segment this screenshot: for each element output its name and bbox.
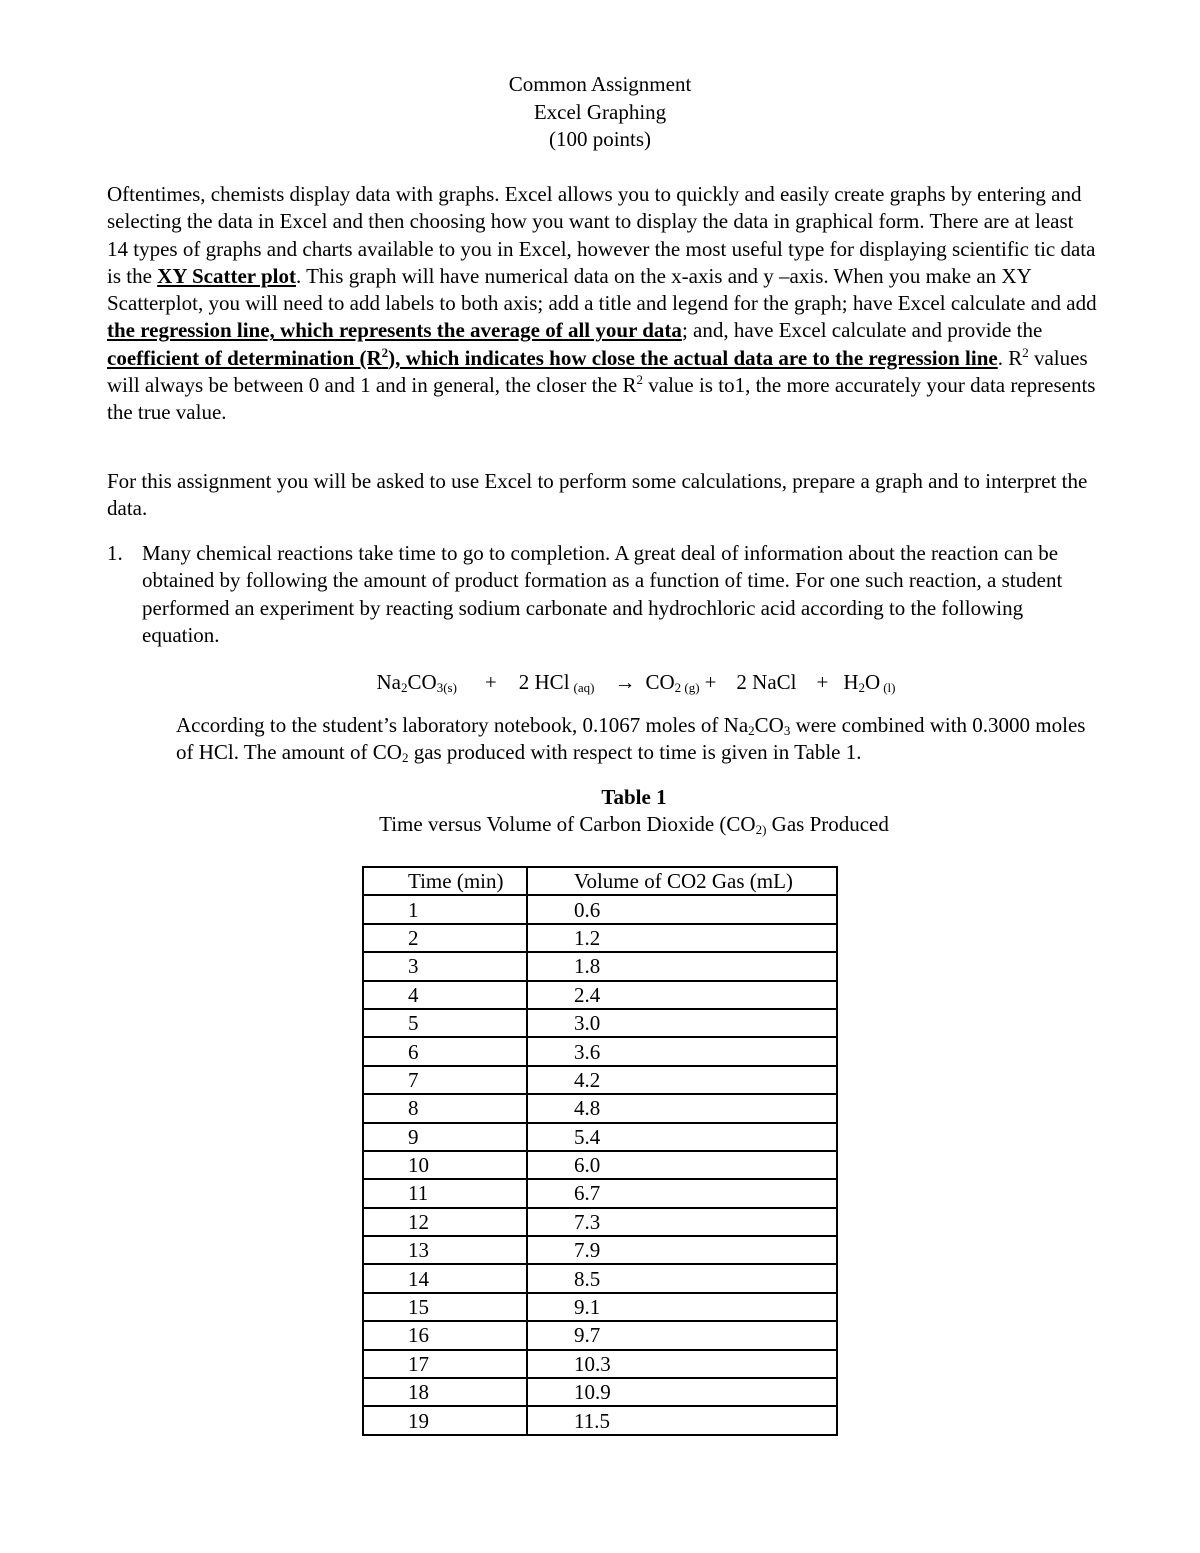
intro-sup-1: 2 bbox=[1022, 344, 1029, 360]
eq-na: Na bbox=[376, 670, 402, 694]
table-row bbox=[363, 1236, 837, 1264]
cell-time: 15 bbox=[363, 1293, 527, 1321]
eq-h: H bbox=[843, 670, 859, 694]
heading-line-1: Common Assignment bbox=[508, 72, 692, 96]
cell-volume: 6.0 bbox=[527, 1151, 837, 1179]
cell-volume: 4.8 bbox=[527, 1094, 837, 1122]
notebook-sub-2: 3 bbox=[783, 723, 791, 738]
cell-volume: 1.8 bbox=[527, 952, 837, 980]
eq-nacl: 2 NaCl bbox=[736, 670, 797, 694]
intro-emphasis-regression: the regression line, which represents the average of all your data bbox=[107, 318, 682, 343]
table-row bbox=[363, 981, 837, 1009]
notebook-paragraph bbox=[176, 712, 1106, 767]
table-row bbox=[363, 895, 837, 923]
eq-plus-2: + bbox=[704, 670, 717, 694]
data-table bbox=[362, 866, 838, 1436]
table-row bbox=[363, 1406, 837, 1434]
eq-hcl: 2 HCl bbox=[518, 670, 570, 694]
table-row bbox=[363, 1066, 837, 1094]
table-row bbox=[363, 1037, 837, 1065]
table-row bbox=[363, 1378, 837, 1406]
eq-co2-sub: 2 (g) bbox=[674, 680, 700, 695]
cell-volume: 11.5 bbox=[527, 1406, 837, 1434]
notebook-text-2: CO bbox=[754, 713, 784, 737]
cell-volume: 0.6 bbox=[527, 895, 837, 923]
table-row bbox=[363, 1321, 837, 1349]
intro-text-6: value is to1, the more accurately your data represents the true value. bbox=[107, 373, 1096, 425]
table-row bbox=[363, 1264, 837, 1292]
cell-time: 7 bbox=[363, 1066, 527, 1094]
eq-hcl-sub: (aq) bbox=[573, 680, 595, 695]
intro-text-2: . This graph will have numerical data on the x-axis and y –axis. When you make an XY Scatterplot, you will need to add labels to both axis; add a title and legend for the graph; have Excel calculate and add bbox=[107, 263, 1097, 316]
notebook-text-3: were combined with 0.3000 moles of HCl. The amount of CO bbox=[176, 713, 1086, 765]
table-subtitle-end: Gas Produced bbox=[766, 812, 889, 837]
cell-volume: 5.4 bbox=[527, 1123, 837, 1151]
cell-volume: 9.1 bbox=[527, 1293, 837, 1321]
cell-volume: 1.2 bbox=[527, 924, 837, 952]
cell-time: 3 bbox=[363, 952, 527, 980]
cell-volume: 7.9 bbox=[527, 1236, 837, 1264]
cell-time: 10 bbox=[363, 1151, 527, 1179]
intro-text-5: values will always be between 0 and 1 and in general, the closer the R bbox=[107, 345, 1088, 398]
table-title: Table 1 bbox=[601, 785, 667, 809]
cell-volume: 3.6 bbox=[527, 1037, 837, 1065]
intro-emphasis-coefficient bbox=[107, 346, 998, 370]
cell-volume: 8.5 bbox=[527, 1264, 837, 1292]
eq-o: O bbox=[865, 670, 881, 694]
eq-co: CO bbox=[407, 670, 437, 694]
cell-time: 14 bbox=[363, 1264, 527, 1292]
cell-time: 5 bbox=[363, 1009, 527, 1037]
cell-time: 6 bbox=[363, 1037, 527, 1065]
table-row bbox=[363, 952, 837, 980]
table-row bbox=[363, 1094, 837, 1122]
intro-text-4: . R bbox=[997, 345, 1023, 370]
cell-volume: 2.4 bbox=[527, 981, 837, 1009]
intro-sup-2: 2 bbox=[636, 372, 643, 388]
notebook-text-1: According to the student’s laboratory notebook, 0.1067 moles of Na bbox=[176, 713, 749, 737]
coefficient-text: coefficient of determination (R bbox=[107, 345, 382, 370]
intro-emphasis-scatter: XY Scatter plot bbox=[157, 263, 296, 288]
intro-text-1: Oftentimes, chemists display data with graphs. Excel allows you to quickly and easily create graphs by entering and selecting the data in Excel and then choosing how you want to display the data in graphical form. There are at least 14 types of graphs and charts available to you in Excel, however the most useful type for displaying scientific tic data is the bbox=[107, 182, 1096, 288]
notebook-sub-3: 2 bbox=[401, 750, 409, 766]
table-caption bbox=[0, 784, 1200, 839]
table-row bbox=[363, 1179, 837, 1207]
heading-line-3: (100 points) bbox=[548, 127, 652, 151]
cell-time: 1 bbox=[363, 895, 527, 923]
cell-time: 2 bbox=[363, 924, 527, 952]
cell-volume: 9.7 bbox=[527, 1321, 837, 1349]
intro-text-3: ; and, have Excel calculate and provide the bbox=[681, 318, 1043, 343]
coefficient-sup: 2 bbox=[381, 344, 389, 360]
cell-volume: 3.0 bbox=[527, 1009, 837, 1037]
table-subtitle bbox=[0, 811, 1200, 838]
cell-volume: 7.3 bbox=[527, 1208, 837, 1236]
cell-time: 9 bbox=[363, 1123, 527, 1151]
eq-co-sub: 3(s) bbox=[436, 680, 457, 695]
cell-volume: 6.7 bbox=[527, 1179, 837, 1207]
cell-time: 16 bbox=[363, 1321, 527, 1349]
table-subtitle-sub: 2) bbox=[755, 822, 767, 838]
eq-na-sub: 2 bbox=[401, 680, 408, 695]
heading-line-2: Excel Graphing bbox=[533, 99, 667, 124]
eq-plus-1: + bbox=[484, 670, 497, 694]
table-row bbox=[363, 1009, 837, 1037]
document-heading bbox=[0, 71, 1200, 154]
cell-volume: 4.2 bbox=[527, 1066, 837, 1094]
notebook-sub-1: 2 bbox=[748, 723, 755, 738]
table-row bbox=[363, 1350, 837, 1378]
table-subtitle-text: Time versus Volume of Carbon Dioxide (CO bbox=[379, 812, 756, 837]
table-row bbox=[363, 1123, 837, 1151]
cell-time: 11 bbox=[363, 1179, 527, 1207]
coefficient-text-end: ), which indicates how close the actual data are to the regression line bbox=[388, 345, 998, 370]
intro-paragraph bbox=[107, 181, 1097, 427]
cell-time: 8 bbox=[363, 1094, 527, 1122]
table-row bbox=[363, 1151, 837, 1179]
table-row bbox=[363, 924, 837, 952]
table-header-row bbox=[363, 867, 837, 895]
cell-time: 18 bbox=[363, 1378, 527, 1406]
arrow-icon: → bbox=[614, 670, 636, 694]
chemical-equation bbox=[0, 669, 1200, 696]
cell-time: 12 bbox=[363, 1208, 527, 1236]
cell-time: 19 bbox=[363, 1406, 527, 1434]
table-row bbox=[363, 1293, 837, 1321]
cell-volume: 10.3 bbox=[527, 1350, 837, 1378]
cell-time: 4 bbox=[363, 981, 527, 1009]
eq-o-sub: (l) bbox=[883, 680, 896, 695]
header-volume: Volume of CO2 Gas (mL) bbox=[527, 867, 837, 895]
cell-volume: 10.9 bbox=[527, 1378, 837, 1406]
header-time: Time (min) bbox=[363, 867, 527, 895]
eq-h-sub: 2 bbox=[858, 680, 866, 695]
eq-plus-3: + bbox=[816, 670, 829, 694]
table-row bbox=[363, 1208, 837, 1236]
cell-time: 13 bbox=[363, 1236, 527, 1264]
notebook-text-4: gas produced with respect to time is given in Table 1. bbox=[408, 740, 862, 765]
cell-time: 17 bbox=[363, 1350, 527, 1378]
question-number: 1. bbox=[107, 541, 123, 565]
assignment-paragraph: For this assignment you will be asked to use Excel to perform some calculations, prepare a graph and to interpret the data. bbox=[107, 469, 1088, 521]
question-text: Many chemical reactions take time to go to completion. A great deal of information about the reaction can be obtained by following the amount of product formation as a function of time. For one such reaction, a student performed an experiment by reacting sodium carbonate and hydrochloric acid according to the following equation. bbox=[142, 541, 1063, 647]
eq-co2: CO bbox=[645, 670, 675, 694]
